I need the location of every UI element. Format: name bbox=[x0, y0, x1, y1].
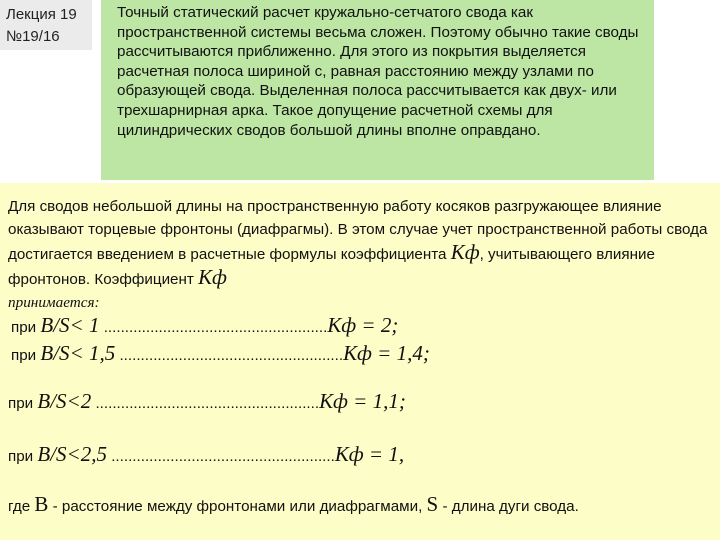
condition-row bbox=[8, 390, 406, 415]
row-result: Кф = 1,4 bbox=[343, 341, 423, 365]
intro-paragraph: Точный статический расчет кружально-сетчатого свода как пространственной системы весьма сложен. Поэтому обычно такие своды рассчитываются приближенно. Для этого из покрытия выделяется расчетная полоса шириной с, равная расстоянию между узлами по образующей свода. Выделенная полоса рассчитывается как двух- или трехшарнирная арка. Такое допущение расчетной схемы для цилиндрических сводов большой длины вполне оправдано. bbox=[117, 4, 639, 139]
slide-number: №19/16 bbox=[6, 28, 60, 45]
row-prefix: при bbox=[11, 347, 41, 364]
row-condition: B/S< 1,5 bbox=[40, 341, 116, 365]
row-condition: B/S<2,5 bbox=[37, 442, 107, 466]
intro-text-box bbox=[101, 0, 654, 180]
lecture-number: Лекция 19 bbox=[6, 6, 77, 23]
definitions-footer bbox=[8, 493, 579, 518]
footer-b-definition: - расстояние между фронтонами или диафрагмами, bbox=[48, 498, 427, 515]
row-condition: B/S< 1 bbox=[40, 313, 100, 337]
row-result: Кф = 1 bbox=[334, 442, 399, 466]
row-dots: ..................................................... bbox=[99, 319, 328, 336]
row-suffix: ; bbox=[391, 313, 399, 337]
symbol-s: S bbox=[426, 492, 439, 516]
condition-row bbox=[8, 443, 404, 468]
condition-row bbox=[11, 342, 430, 367]
row-condition: B/S<2 bbox=[37, 389, 92, 413]
condition-row bbox=[11, 314, 398, 339]
lecture-label bbox=[0, 0, 92, 50]
kf-symbol: Кф bbox=[450, 240, 480, 264]
row-prefix: при bbox=[8, 395, 38, 412]
row-suffix: ; bbox=[422, 341, 430, 365]
row-suffix: ; bbox=[398, 389, 406, 413]
kf-symbol: Кф bbox=[198, 265, 227, 289]
row-dots: ..................................................... bbox=[91, 395, 320, 412]
main-intro-text: Для сводов небольшой длины на пространственную работу косяков разгружающее влияние оказывают торцевые фронтоны (диафрагмы). В этом случае учет пространственной работы свода достигается введением в расчетные формулы коэффициента bbox=[8, 198, 708, 263]
footer-s-definition: - длина дуги свода. bbox=[438, 498, 579, 515]
row-result: Кф = 2 bbox=[327, 313, 392, 337]
main-paragraph bbox=[8, 195, 712, 314]
main-text-box bbox=[0, 183, 720, 540]
row-dots: ..................................................... bbox=[115, 347, 344, 364]
footer-prefix: где bbox=[8, 498, 35, 515]
row-prefix: при bbox=[11, 319, 41, 336]
row-prefix: при bbox=[8, 448, 38, 465]
symbol-b: B bbox=[34, 492, 49, 516]
main-intro-mid: , учитывающего влияние фронтонов. Коэффициент bbox=[8, 246, 655, 288]
main-intro-end: принимается: bbox=[8, 294, 100, 311]
row-dots: ..................................................... bbox=[106, 448, 335, 465]
row-suffix: , bbox=[398, 442, 405, 466]
row-result: Кф = 1,1 bbox=[319, 389, 399, 413]
